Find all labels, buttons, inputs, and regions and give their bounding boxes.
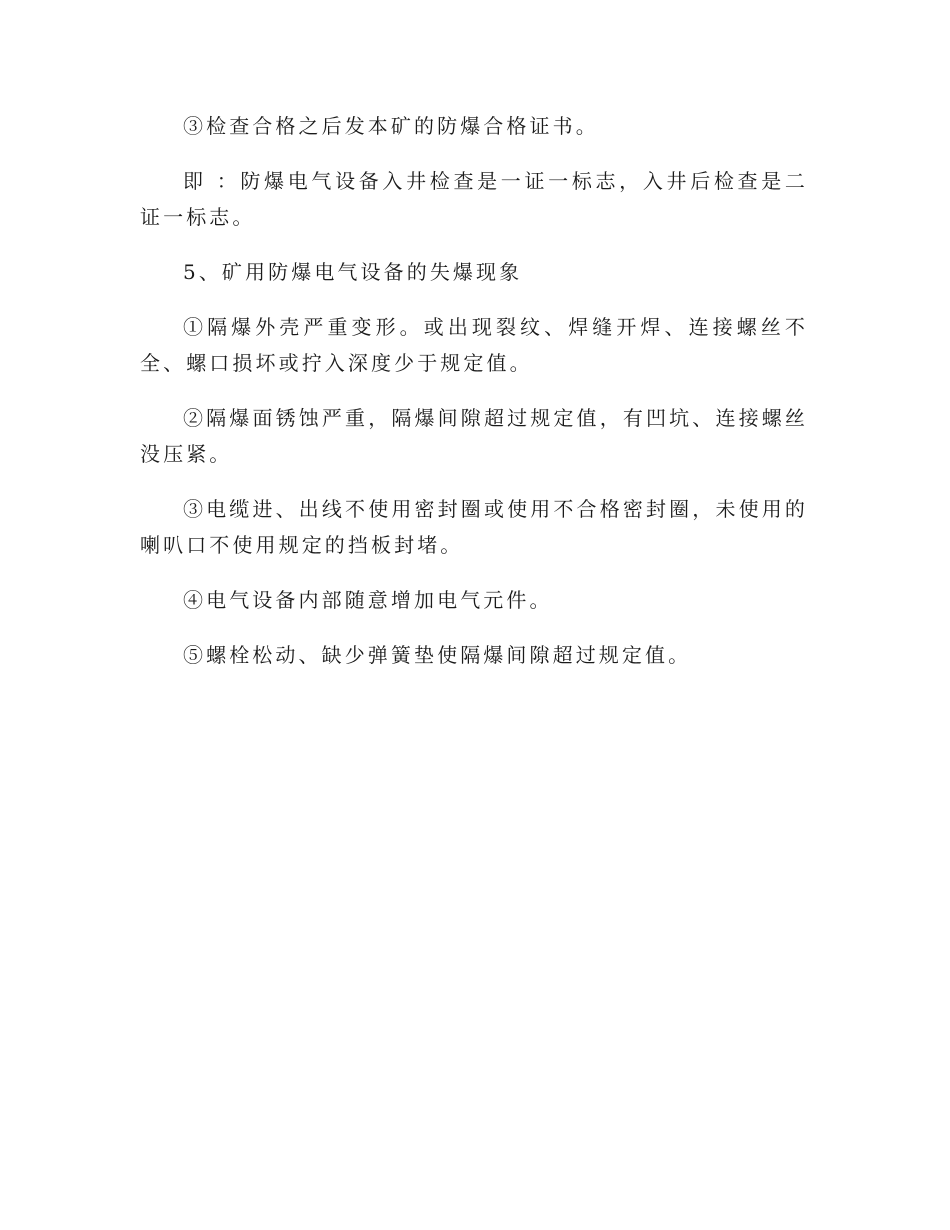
paragraph-certificate-issue: ③检查合格之后发本矿的防爆合格证书。 [183, 114, 599, 138]
list-item-loose-bolts: ⑤螺栓松动、缺少弹簧垫使隔爆间隙超过规定值。 [183, 643, 692, 667]
list-item-added-components: ④电气设备内部随意增加电气元件。 [183, 588, 553, 612]
list-item-cable-seal: ③电缆进、出线不使用密封圈或使用不合格密封圈，未使用的喇叭口不使用规定的挡板封堵。 [140, 497, 808, 557]
paragraph-certificate-summary: 即 ：防爆电气设备入井检查是一证一标志，入井后检查是二证一标志。 [140, 169, 808, 229]
section-heading-explosion-failure: 5、矿用防爆电气设备的失爆现象 [183, 260, 523, 284]
document-body [140, 108, 808, 692]
list-item-enclosure-deformation: ①隔爆外壳严重变形。或出现裂纹、焊缝开焊、连接螺丝不全、螺口损坏或拧入深度少于规定值。 [140, 315, 808, 375]
list-item-flameproof-surface: ②隔爆面锈蚀严重，隔爆间隙超过规定值，有凹坑、连接螺丝没压紧。 [140, 406, 808, 466]
